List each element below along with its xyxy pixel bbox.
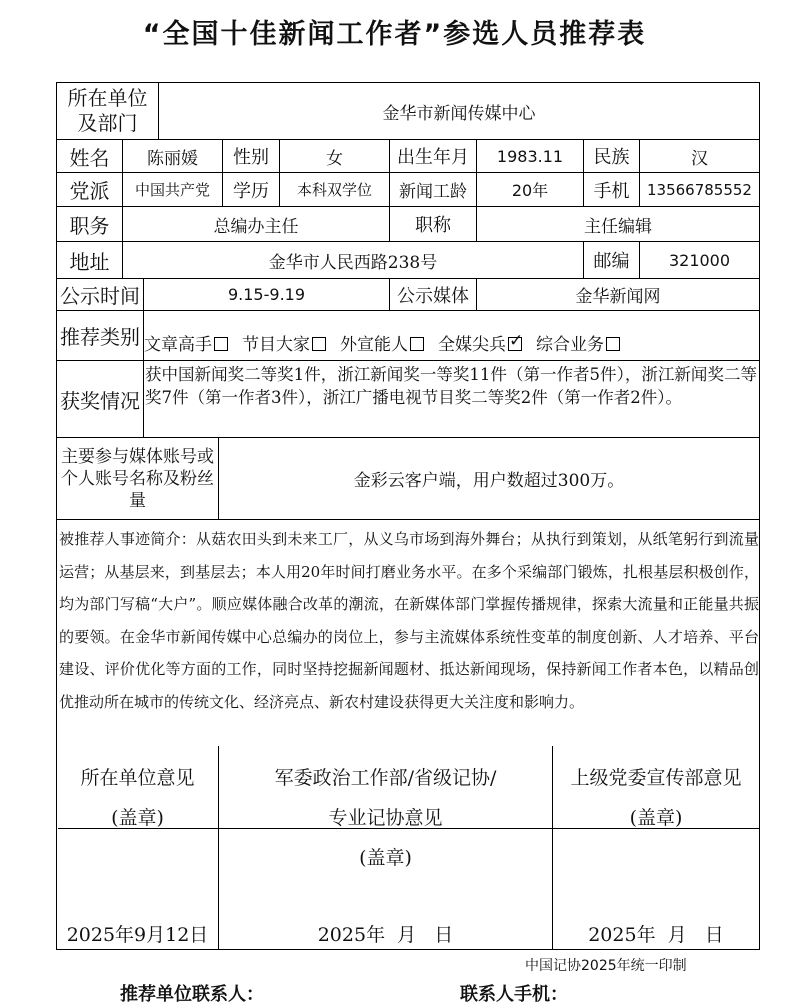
position-value: 总编办主任 bbox=[123, 207, 390, 242]
checkbox-allmedia[interactable] bbox=[508, 337, 522, 351]
notice-time-label: 公示时间 bbox=[57, 279, 144, 311]
propaganda-opinion-seal: (盖章) bbox=[629, 807, 683, 829]
military-opinion bbox=[219, 746, 553, 950]
military-opinion-seal: (盖章) bbox=[359, 847, 412, 869]
contact-person-label: 推荐单位联系人： bbox=[120, 984, 264, 1005]
military-opinion-date: 2025年 月 日 bbox=[317, 924, 454, 946]
notice-media-label: 公示媒体 bbox=[390, 279, 477, 311]
journalism-years-label: 新闻工龄 bbox=[390, 173, 477, 207]
propaganda-opinion-title: 上级党委宣传部意见 bbox=[570, 767, 742, 789]
title-label: 职称 bbox=[390, 207, 477, 242]
category-program[interactable]: 节目大家 bbox=[242, 330, 340, 355]
postcode-value: 321000 bbox=[640, 242, 759, 279]
accounts-label: 主要参与媒体账号或个人账号名称及粉丝量 bbox=[57, 438, 219, 520]
name-value: 陈丽媛 bbox=[123, 140, 223, 173]
unit-opinion bbox=[57, 746, 219, 950]
category-article[interactable]: 文章高手 bbox=[144, 330, 242, 355]
unit-opinion-date: 2025年9月12日 bbox=[66, 924, 209, 946]
title-value: 主任编辑 bbox=[477, 207, 759, 242]
postcode-label: 邮编 bbox=[584, 242, 640, 279]
checkbox-general[interactable] bbox=[606, 337, 620, 351]
position-label: 职务 bbox=[57, 207, 123, 242]
propaganda-opinion bbox=[553, 746, 759, 950]
awards-label: 获奖情况 bbox=[57, 361, 144, 438]
category-allmedia[interactable]: 全媒尖兵✓ bbox=[438, 330, 536, 355]
name-label: 姓名 bbox=[57, 140, 123, 173]
military-opinion-title2: 专业记协意见 bbox=[328, 807, 443, 829]
education-label: 学历 bbox=[223, 173, 280, 207]
category-options bbox=[144, 311, 759, 361]
recommendation-form bbox=[56, 82, 760, 950]
military-opinion-title: 军委政治工作部/省级记协/ bbox=[274, 767, 497, 789]
address-label: 地址 bbox=[57, 242, 123, 279]
gender-value: 女 bbox=[280, 140, 390, 173]
deeds-summary: 被推荐人事迹简介：从菇农田头到未来工厂，从义乌市场到海外舞台；从执行到策划，从纸笔躬行到流量运营；从基层来，到基层去；本人用20年时间打磨业务水平。在多个采编部门锻炼，扎根基层积极创作，均为部门写稿“大户”。顺应媒体融合改革的潮流，在新媒体部门掌握传播规律，探索大流量和正能量共振的要领。在金华市新闻传媒中心总编办的岗位上，参与主流媒体系统性变革的制度创新、人才培养、平台建设、评价优化等方面的工作，同时坚持挖掘新闻题材、抵达新闻现场，保持新闻工作者本色，以精品创优推动所在城市的传统文化、经济亮点、新农村建设获得更大关注度和影响力。 bbox=[58, 520, 759, 829]
unit-label: 所在单位 及部门 bbox=[57, 83, 159, 140]
journalism-years-value: 20年 bbox=[477, 173, 584, 207]
accounts-value: 金彩云客户端，用户数超过300万。 bbox=[219, 438, 759, 520]
propaganda-opinion-date: 2025年 月 日 bbox=[588, 924, 724, 946]
category-label: 推荐类别 bbox=[57, 311, 144, 361]
contact-phone-label: 联系人手机： bbox=[460, 984, 568, 1005]
phone-value: 13566785552 bbox=[640, 173, 759, 207]
birth-value: 1983.11 bbox=[477, 140, 584, 173]
awards-value: 获中国新闻奖二等奖1件，浙江新闻奖一等奖11件（第一作者5件），浙江新闻奖二等奖7件（第一作者3件），浙江广播电视节目奖二等奖2件（第一作者2件）。 bbox=[144, 361, 759, 438]
notice-time-value: 9.15-9.19 bbox=[144, 279, 390, 311]
party-value: 中国共产党 bbox=[123, 173, 223, 207]
checkbox-outreach[interactable] bbox=[410, 337, 424, 351]
phone-label: 手机 bbox=[584, 173, 640, 207]
unit-value: 金华市新闻传媒中心 bbox=[159, 83, 759, 140]
category-outreach[interactable]: 外宣能人 bbox=[340, 330, 438, 355]
printed-by-note: 中国记协2025年统一印制 bbox=[525, 958, 687, 974]
category-general[interactable]: 综合业务 bbox=[536, 330, 634, 355]
page-title: “全国十佳新闻工作者”参选人员推荐表 bbox=[142, 19, 647, 50]
unit-opinion-seal: (盖章) bbox=[111, 807, 164, 829]
checkbox-article[interactable] bbox=[214, 337, 228, 351]
checkbox-program[interactable] bbox=[312, 337, 326, 351]
party-label: 党派 bbox=[57, 173, 123, 207]
gender-label: 性别 bbox=[223, 140, 280, 173]
ethnicity-value: 汉 bbox=[640, 140, 759, 173]
education-value: 本科双学位 bbox=[280, 173, 390, 207]
address-value: 金华市人民西路238号 bbox=[123, 242, 584, 279]
notice-media-value: 金华新闻网 bbox=[477, 279, 759, 311]
unit-opinion-title: 所在单位意见 bbox=[80, 767, 195, 789]
ethnicity-label: 民族 bbox=[584, 140, 640, 173]
birth-label: 出生年月 bbox=[390, 140, 477, 173]
